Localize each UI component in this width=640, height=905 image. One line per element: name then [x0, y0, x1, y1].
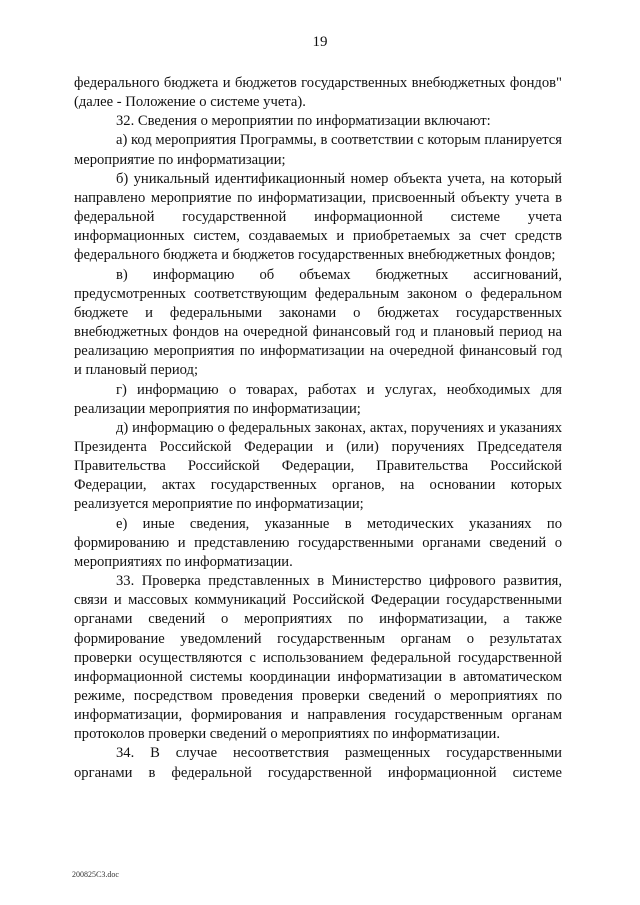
paragraph-32-v: в) информацию об объемах бюджетных ассигнований, предусмотренных соответствующим федеральным законом о федеральном бюджете и федеральными законами о бюджетах государственных внебюджетных фондов на очередной финансовый год и плановый период на реализацию мероприятия по информатизации на очередной финансовый год и плановый период;: [74, 266, 562, 379]
paragraph-32-d: д) информацию о федеральных законах, актах, поручениях и указаниях Президента Российской Федерации и (или) поручениях Председателя Правительства Российской Федерации, Правительства Российской Федерации, актах государственных органов, на основании которых реализуется мероприятие по информатизации;: [74, 419, 562, 513]
paragraph-32-b: б) уникальный идентификационный номер объекта учета, на который направлено мероприятие по информатизации, присвоенный объекту учета в федеральной государственной информационной системе учета информационных систем, создаваемых и приобретаемых за счет средств федерального бюджета и бюджетов государственных внебюджетных фондов;: [74, 170, 562, 264]
paragraph-continuation: федерального бюджета и бюджетов государственных внебюджетных фондов" (далее - Положение о системе учета).: [74, 75, 562, 111]
footer-file-code: 200825C3.doc: [72, 870, 119, 879]
paragraph-32-e: е) иные сведения, указанные в методических указаниях по формированию и представлению государственными органами сведений о мероприятиях по информатизации.: [74, 515, 562, 570]
document-body: [74, 74, 562, 783]
paragraph-34: 34. В случае несоответствия размещенных государственными органами в федеральной государственной информационной системе: [74, 745, 562, 781]
paragraph-32-a: а) код мероприятия Программы, в соответствии с которым планируется мероприятие по информатизации;: [74, 132, 562, 168]
paragraph-32-g: г) информацию о товарах, работах и услугах, необходимых для реализации мероприятия по информатизации;: [74, 381, 562, 417]
paragraph-33: 33. Проверка представленных в Министерство цифрового развития, связи и массовых коммуникаций Российской Федерации государственными органами сведений о мероприятиях по информатизации, а также формирование уведомлений государственным органам о результатах проверки осуществляются с использованием федеральной государственной информационной системы координации информатизации в автоматическом режиме, посредством проведения проверки сведений о мероприятиях по информатизации, формирования и направления государственным органам протоколов проверки сведений о мероприятиях по информатизации.: [74, 573, 562, 743]
page-number: 19: [312, 34, 328, 50]
paragraph-32: 32. Сведения о мероприятии по информатизации включают:: [116, 113, 491, 130]
